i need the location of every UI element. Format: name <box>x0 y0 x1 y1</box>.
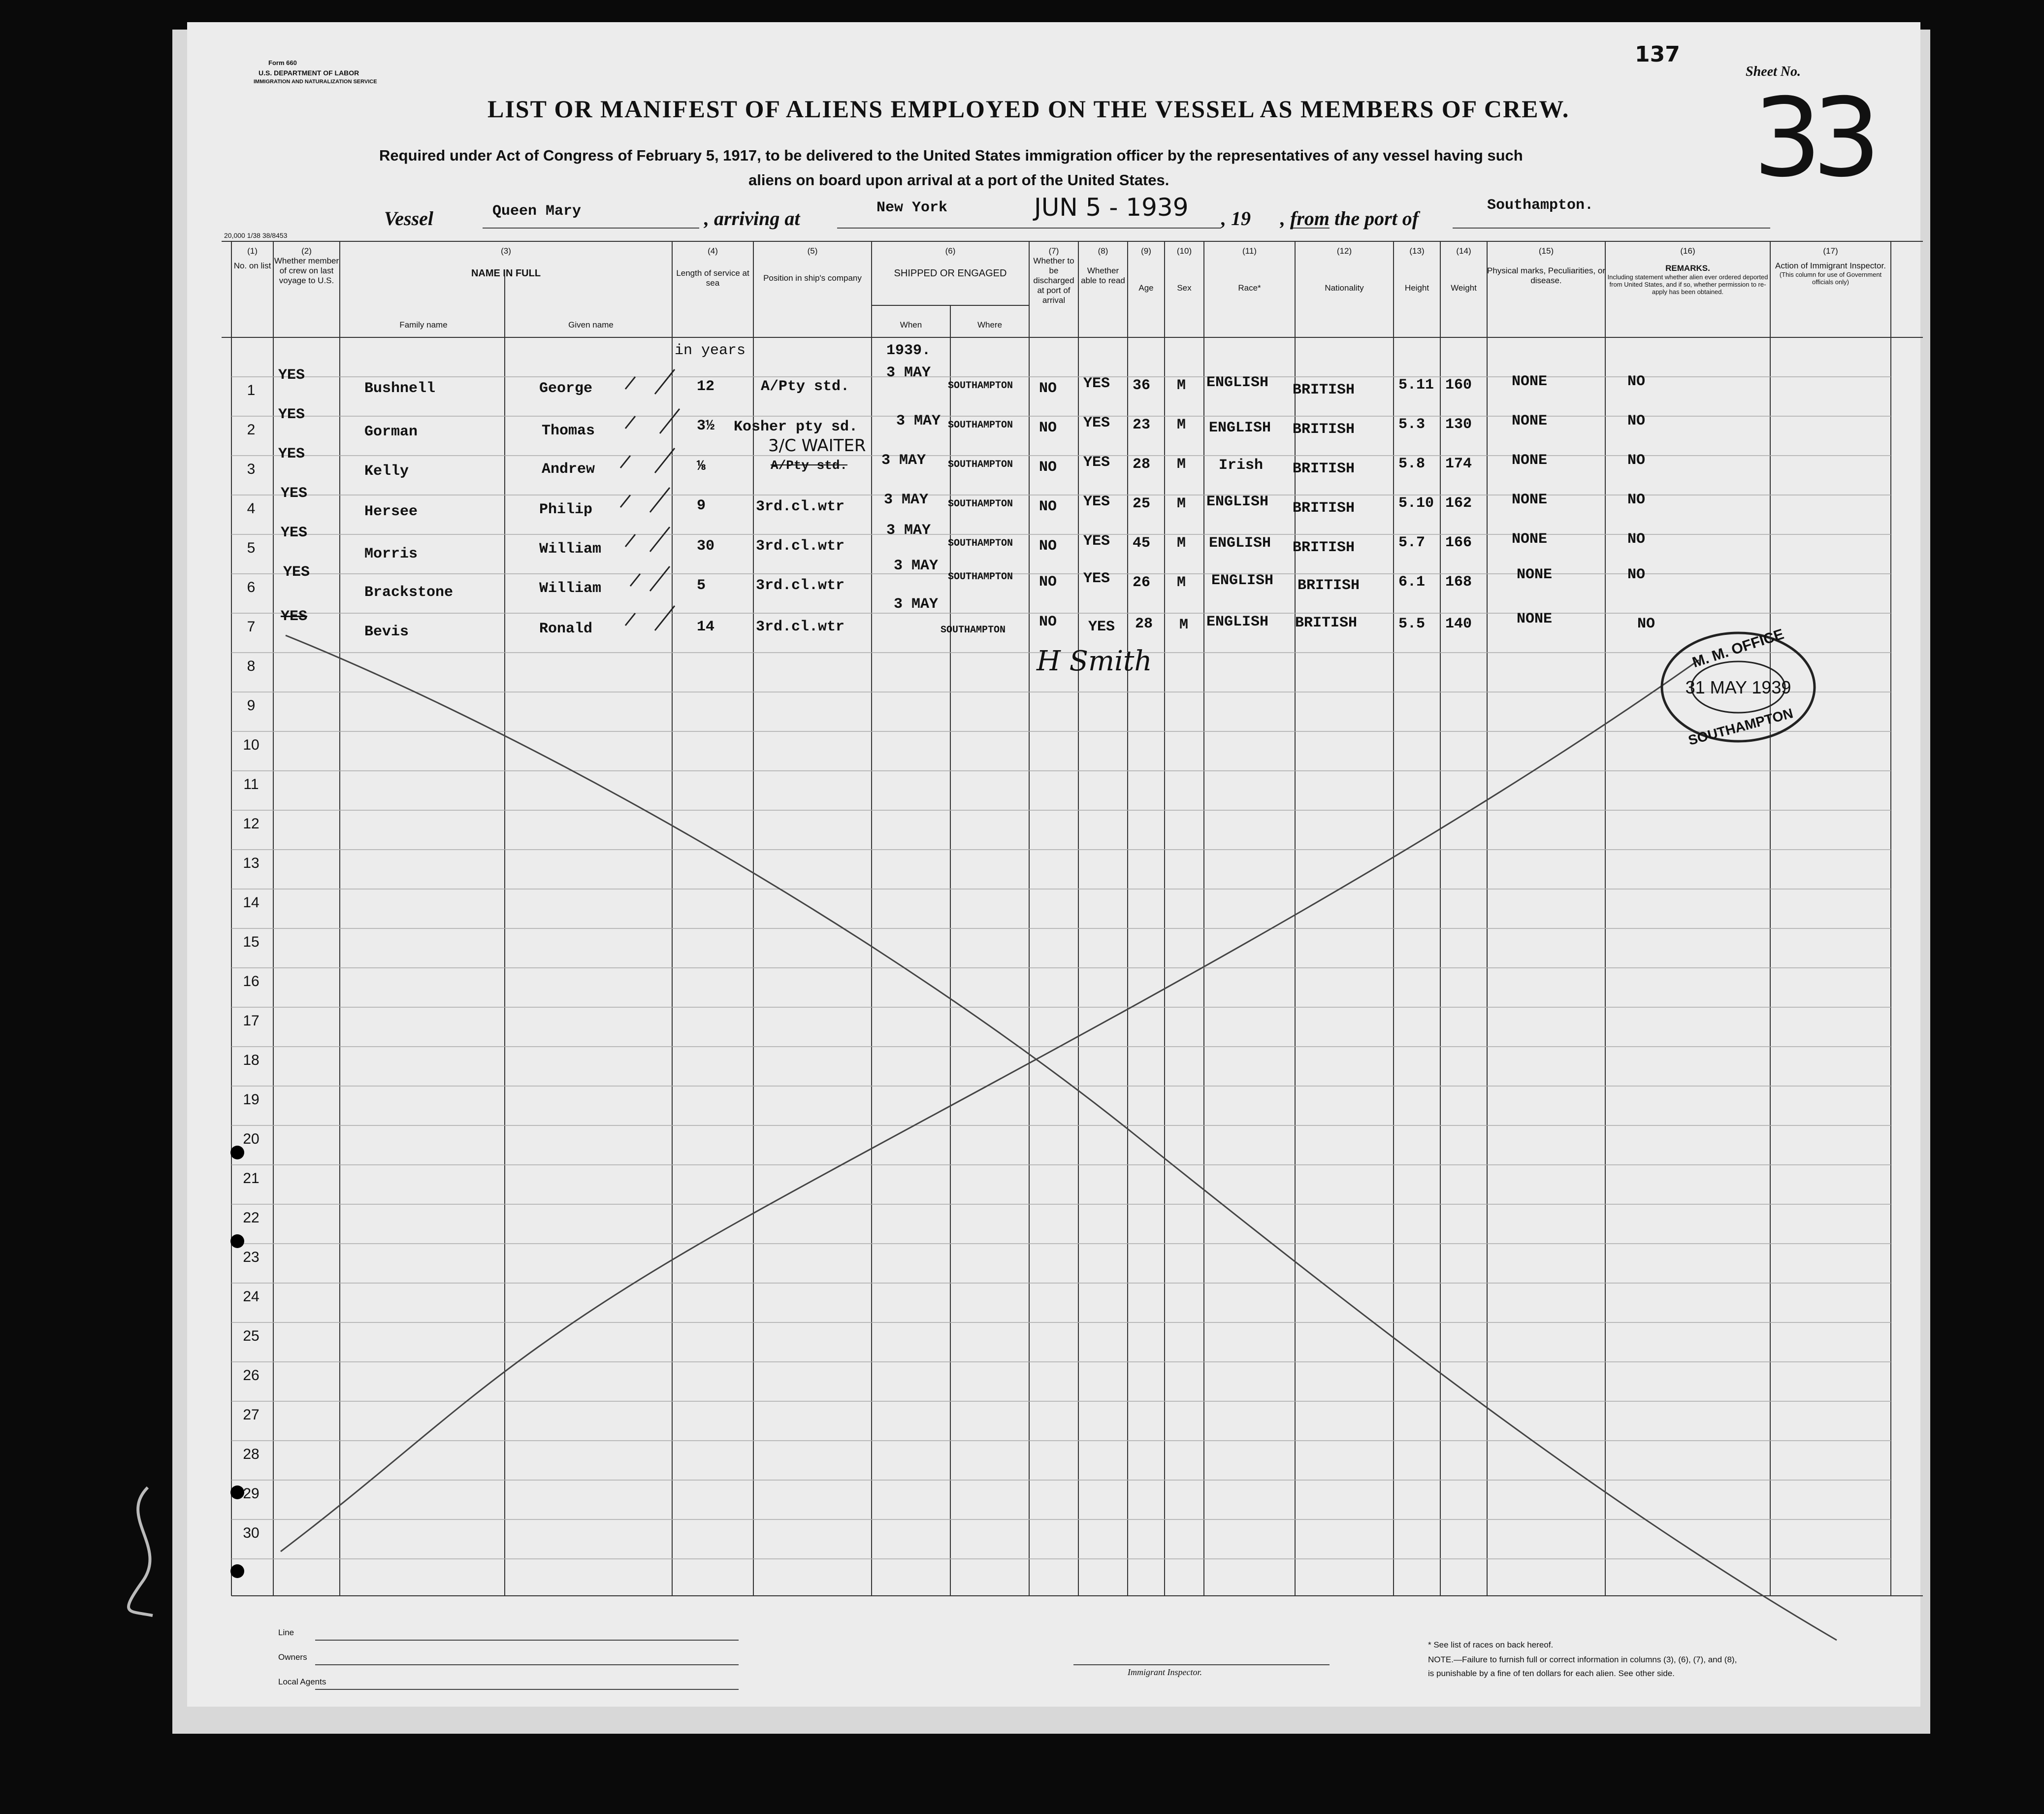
discharge-cell: NO <box>1039 574 1057 591</box>
given-name-cell: Andrew <box>542 461 595 478</box>
remarks-cell: NO <box>1627 452 1646 469</box>
col-12-header: (12) Nationality <box>1325 246 1364 293</box>
age-cell: 26 <box>1133 574 1151 591</box>
last-voyage-cell: YES <box>281 525 308 541</box>
shipped-when-cell: 3 MAY <box>884 492 929 508</box>
row-number: 11 <box>243 776 259 792</box>
col-16-header: (16) REMARKS. Including statement whether alien ever ordered deported from United States, and if so, whether permission to re-apply has been obtained. <box>1607 246 1768 296</box>
where-subheader: Where <box>977 320 1003 330</box>
weight-cell: 160 <box>1445 377 1472 394</box>
remarks-cell: NO <box>1627 373 1646 390</box>
remarks-cell: NO <box>1627 413 1646 429</box>
shipped-when-cell: 3 MAY <box>881 452 926 469</box>
weight-cell: 130 <box>1445 416 1472 433</box>
line-label: Line <box>278 1628 294 1637</box>
discharge-cell: NO <box>1039 538 1057 555</box>
col-2-header: (2) Whether member of crew on last voyage to U.S. <box>274 246 339 285</box>
read-cell: YES <box>1083 570 1110 587</box>
family-name-subheader: Family name <box>399 320 448 330</box>
position-cell: 3rd.cl.wtr <box>756 498 845 515</box>
read-cell: YES <box>1083 415 1110 431</box>
read-cell: YES <box>1088 619 1115 635</box>
given-name-cell: Ronald <box>539 621 593 637</box>
given-name-cell: George <box>539 380 593 397</box>
service-cell: ⅛ <box>697 458 706 475</box>
row-number: 28 <box>243 1446 260 1462</box>
sex-cell: M <box>1177 377 1186 394</box>
from-port-label: , from the port of <box>1280 207 1419 230</box>
sex-cell: M <box>1177 456 1186 473</box>
stamp-date: 31 MAY 1939 <box>1685 677 1791 697</box>
col-6-header: (6) SHIPPED OR ENGAGED <box>894 246 1007 279</box>
position-cell: Kosher pty sd. <box>734 419 858 435</box>
row-number: 1 <box>247 382 256 398</box>
shipped-where-cell: SOUTHAMPTON <box>948 459 1013 470</box>
row-number: 8 <box>247 658 256 674</box>
nationality-cell: BRITISH <box>1293 421 1355 438</box>
marks-cell: NONE <box>1512 492 1548 508</box>
row-number: 22 <box>243 1210 260 1226</box>
nationality-cell: BRITISH <box>1295 615 1358 631</box>
shipped-when-cell: 3 MAY <box>896 413 941 429</box>
arrival-date-stamp: JUN 5 - 1939 <box>1034 193 1189 222</box>
marks-cell: NONE <box>1512 531 1548 548</box>
nationality-cell: BRITISH <box>1293 539 1355 556</box>
sex-cell: M <box>1177 495 1186 512</box>
height-cell: 5.10 <box>1398 495 1434 512</box>
stamp-bottom-text: SOUTHAMPTON <box>1687 705 1795 748</box>
service-cell: 12 <box>697 378 715 395</box>
last-voyage-cell: YES <box>278 446 305 462</box>
shipped-where-cell: SOUTHAMPTON <box>948 498 1013 510</box>
marks-cell: NONE <box>1512 373 1548 390</box>
row-number: 19 <box>243 1091 260 1108</box>
col-4-header: (4) Length of service at sea <box>676 246 749 288</box>
row-number: 3 <box>247 461 256 477</box>
race-cell: Irish <box>1219 457 1264 474</box>
height-cell: 5.7 <box>1398 534 1426 551</box>
when-subheader: When <box>900 320 922 330</box>
races-note: * See list of races on back hereof. <box>1428 1640 1554 1649</box>
shipped-where-cell: SOUTHAMPTON <box>941 625 1006 636</box>
marks-cell: NONE <box>1517 611 1553 627</box>
family-name-cell: Bevis <box>364 624 409 640</box>
arriving-label: , arriving at <box>704 207 800 230</box>
marks-cell: NONE <box>1512 452 1548 469</box>
col-14-header: (14) Weight <box>1451 246 1477 293</box>
row-number: 13 <box>243 855 260 871</box>
col-1-header: (1) No. on list <box>233 246 271 270</box>
family-name-cell: Morris <box>364 546 418 562</box>
race-cell: ENGLISH <box>1206 494 1269 510</box>
col-7-header: (7) Whether to be discharged at port of arrival <box>1033 246 1074 305</box>
row-number: 12 <box>243 816 260 832</box>
year-label: , 19 <box>1221 207 1251 230</box>
weight-cell: 140 <box>1445 616 1472 632</box>
sheet-number: 33 <box>1753 75 1871 201</box>
col-5-header: (5) Position in ship's company <box>763 246 862 283</box>
service-label: IMMIGRATION AND NATURALIZATION SERVICE <box>254 79 377 85</box>
sex-cell: M <box>1177 535 1186 552</box>
weight-cell: 166 <box>1445 534 1472 551</box>
shipped-where-cell: SOUTHAMPTON <box>948 420 1013 431</box>
given-name-subheader: Given name <box>568 320 614 330</box>
row-number: 18 <box>243 1052 260 1068</box>
remarks-cell: NO <box>1627 566 1646 583</box>
remarks-cell: NO <box>1637 616 1655 632</box>
discharge-cell: NO <box>1039 380 1057 397</box>
departure-port: Southampton. <box>1487 197 1594 214</box>
age-cell: 28 <box>1133 456 1151 473</box>
page-number: 137 <box>1635 42 1680 67</box>
age-cell: 45 <box>1133 535 1151 552</box>
row-number: 29 <box>243 1485 260 1502</box>
discharge-cell: NO <box>1039 614 1057 630</box>
shipped-where-cell: SOUTHAMPTON <box>948 538 1013 549</box>
nationality-cell: BRITISH <box>1293 461 1355 477</box>
nationality-cell: BRITISH <box>1293 500 1355 517</box>
row-number: 20 <box>243 1131 260 1147</box>
vessel-label: Vessel <box>384 207 433 230</box>
race-cell: ENGLISH <box>1209 535 1271 552</box>
family-name-cell: Bushnell <box>364 380 436 397</box>
shipped-where-cell: SOUTHAMPTON <box>948 380 1013 392</box>
service-units-note: in years <box>675 342 746 359</box>
read-cell: YES <box>1083 494 1110 510</box>
race-cell: ENGLISH <box>1209 420 1271 436</box>
height-cell: 5.8 <box>1398 456 1426 472</box>
last-voyage-cell: YES <box>278 367 305 384</box>
row-number: 9 <box>247 697 256 714</box>
row-number: 21 <box>243 1170 260 1187</box>
race-cell: ENGLISH <box>1206 374 1269 391</box>
last-voyage-cell: YES <box>281 608 308 625</box>
given-name-cell: William <box>539 541 602 558</box>
stamp-top-text: M. M. OFFICE <box>1690 626 1786 671</box>
col-8-header: (8) Whether able to read <box>1081 246 1125 285</box>
col-9-header: (9) Age <box>1138 246 1154 293</box>
inspector-label: Immigrant Inspector. <box>1128 1667 1202 1677</box>
remarks-cell: NO <box>1627 492 1646 508</box>
family-name-cell: Kelly <box>364 463 409 480</box>
subtitle-line-1: Required under Act of Congress of February 5, 1917, to be delivered to the United States immigration officer by the representatives of any vessel having such <box>379 147 1523 164</box>
marks-cell: NONE <box>1517 566 1553 583</box>
row-number: 17 <box>243 1013 260 1029</box>
row-number: 23 <box>243 1249 260 1265</box>
row-number: 2 <box>247 422 256 438</box>
position-cell: 3rd.cl.wtr <box>756 577 845 594</box>
sheet-label: Sheet No. <box>1746 64 1801 79</box>
service-cell: 30 <box>697 538 715 555</box>
age-cell: 28 <box>1135 616 1153 632</box>
weight-cell: 174 <box>1445 456 1472 472</box>
remarks-cell: NO <box>1627 531 1646 548</box>
race-cell: ENGLISH <box>1206 614 1269 630</box>
family-name-cell: Gorman <box>364 424 418 440</box>
family-name-cell: Hersee <box>364 503 418 520</box>
discharge-cell: NO <box>1039 459 1057 476</box>
last-voyage-cell: YES <box>278 406 305 423</box>
weight-cell: 168 <box>1445 574 1472 591</box>
height-cell: 5.3 <box>1398 416 1426 433</box>
sex-cell: M <box>1177 417 1186 433</box>
service-cell: 5 <box>697 577 706 594</box>
row-number: 25 <box>243 1328 260 1344</box>
row-number: 15 <box>243 934 260 950</box>
weight-cell: 162 <box>1445 495 1472 512</box>
owners-label: Owners <box>278 1652 307 1662</box>
shipped-where-cell: SOUTHAMPTON <box>948 571 1013 583</box>
col-10-header: (10) Sex <box>1176 246 1192 293</box>
height-cell: 5.5 <box>1398 616 1426 632</box>
read-cell: YES <box>1083 533 1110 550</box>
row-number: 30 <box>243 1525 260 1541</box>
row-number: 5 <box>247 540 256 556</box>
read-cell: YES <box>1083 375 1110 392</box>
col-15-header: (15) Physical marks, Peculiarities, or disease. <box>1487 246 1605 285</box>
col-11-header: (11) Race* <box>1238 246 1261 293</box>
service-cell: 3½ <box>697 418 715 434</box>
read-cell: YES <box>1083 454 1110 471</box>
last-voyage-cell: YES <box>283 564 310 581</box>
shipped-year-note: 1939. <box>886 342 931 359</box>
nationality-cell: BRITISH <box>1293 382 1355 398</box>
marks-cell: NONE <box>1512 413 1548 429</box>
age-cell: 23 <box>1133 417 1151 433</box>
row-number: 10 <box>243 737 260 753</box>
nationality-cell: BRITISH <box>1298 577 1360 594</box>
shipped-when-cell: 3 MAY <box>894 558 939 574</box>
given-name-cell: Thomas <box>542 423 595 439</box>
discharge-cell: NO <box>1039 420 1057 436</box>
col-3-header: (3) NAME IN FULL <box>471 246 541 279</box>
signature: H Smith <box>1037 645 1152 677</box>
subtitle-line-2: aliens on board upon arrival at a port of the United States. <box>748 171 1169 189</box>
penalty-note-2: is punishable by a fine of ten dollars for each alien. See other side. <box>1428 1669 1675 1678</box>
height-cell: 5.11 <box>1398 377 1434 394</box>
row-number: 26 <box>243 1367 260 1384</box>
row-number: 14 <box>243 894 260 911</box>
shipped-when-cell: 3 MAY <box>886 364 931 381</box>
service-cell: 14 <box>697 619 715 635</box>
given-name-cell: William <box>539 580 602 597</box>
row-number: 4 <box>247 500 256 517</box>
row-number: 6 <box>247 579 256 595</box>
arrival-port: New York <box>876 199 948 216</box>
position-cell: A/Pty std. <box>771 458 848 473</box>
form-number: Form 660 <box>268 59 297 66</box>
discharge-cell: NO <box>1039 498 1057 515</box>
sex-cell: M <box>1177 574 1186 591</box>
col-17-header: (17) Action of Immigrant Inspector. (This column for use of Government officials only) <box>1775 246 1886 286</box>
race-cell: ENGLISH <box>1211 572 1274 589</box>
position-correction: 3/C WAITER <box>768 436 866 456</box>
row-number: 16 <box>243 973 260 989</box>
row-number: 27 <box>243 1407 260 1423</box>
local-agents-label: Local Agents <box>278 1677 326 1686</box>
vessel-name: Queen Mary <box>492 203 582 220</box>
col-13-header: (13) Height <box>1404 246 1429 293</box>
department-label: U.S. DEPARTMENT OF LABOR <box>259 69 359 77</box>
age-cell: 25 <box>1133 495 1151 512</box>
service-cell: 9 <box>697 497 706 514</box>
position-cell: 3rd.cl.wtr <box>756 619 845 635</box>
position-cell: A/Pty std. <box>761 378 850 395</box>
row-number: 24 <box>243 1288 260 1305</box>
sex-cell: M <box>1179 617 1189 633</box>
shipped-when-cell: 3 MAY <box>894 596 939 613</box>
position-cell: 3rd.cl.wtr <box>756 538 845 555</box>
print-code: 20,000 1/38 38/8453 <box>224 231 288 239</box>
manifest-title: LIST OR MANIFEST OF ALIENS EMPLOYED ON THE VESSEL AS MEMBERS OF CREW. <box>487 95 1570 123</box>
family-name-cell: Brackstone <box>364 584 454 601</box>
height-cell: 6.1 <box>1398 574 1426 591</box>
last-voyage-cell: YES <box>281 485 308 502</box>
given-name-cell: Philip <box>539 501 593 518</box>
age-cell: 36 <box>1133 377 1151 394</box>
penalty-note-1: NOTE.—Failure to furnish full or correct information in columns (3), (6), (7), and (8), <box>1428 1655 1737 1664</box>
row-number: 7 <box>247 619 256 635</box>
shipped-when-cell: 3 MAY <box>886 522 931 539</box>
